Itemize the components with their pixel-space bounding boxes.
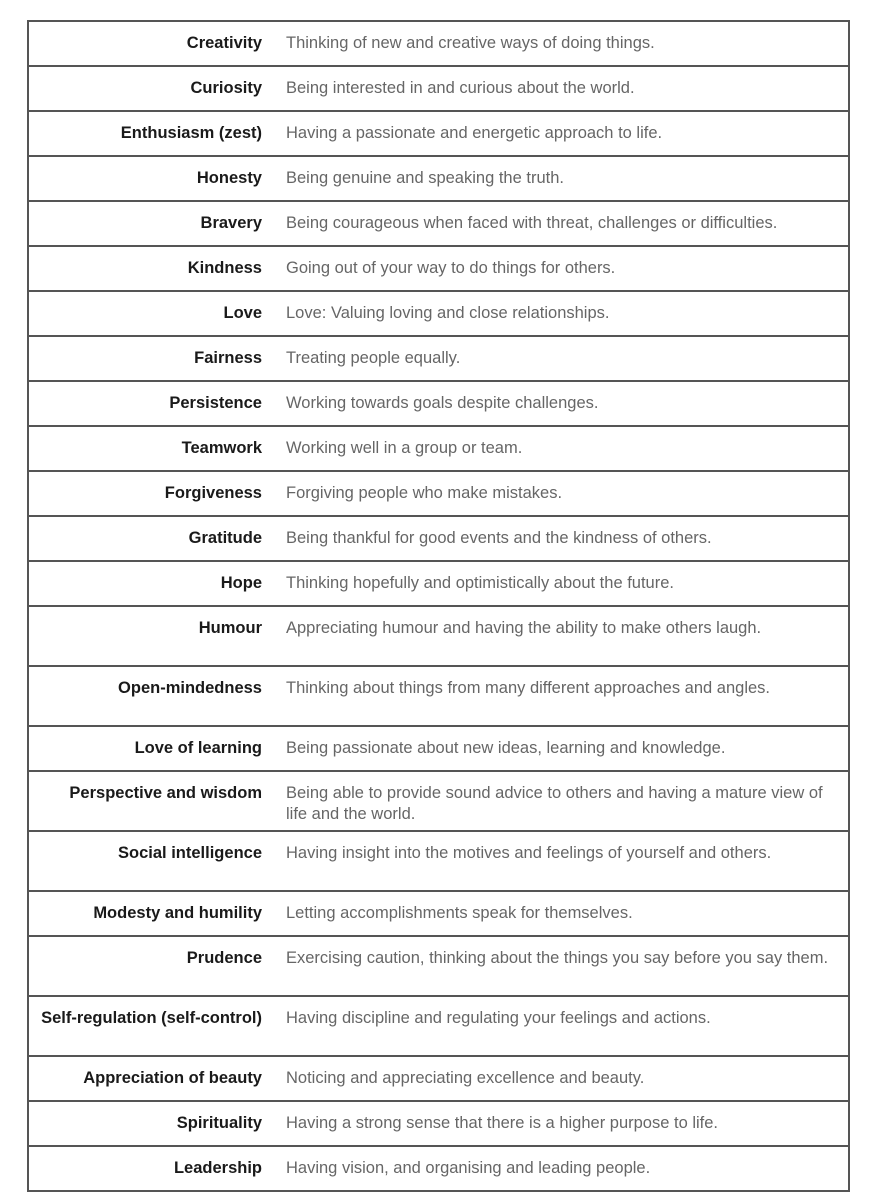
strength-name: Fairness <box>28 336 274 381</box>
strength-description: Noticing and appreciating excellence and beauty. <box>274 1056 849 1101</box>
table-row <box>28 1146 849 1191</box>
strength-name: Open-mindedness <box>28 666 274 726</box>
table-row <box>28 21 849 66</box>
table-row <box>28 831 849 891</box>
table-row <box>28 1101 849 1146</box>
strength-description: Love: Valuing loving and close relationships. <box>274 291 849 336</box>
table-row <box>28 201 849 246</box>
strength-description: Being thankful for good events and the kindness of others. <box>274 516 849 561</box>
table-row <box>28 936 849 996</box>
strength-name: Perspective and wisdom <box>28 771 274 831</box>
strength-name: Curiosity <box>28 66 274 111</box>
strength-description: Thinking about things from many different approaches and angles. <box>274 666 849 726</box>
strength-description: Having discipline and regulating your feelings and actions. <box>274 996 849 1056</box>
strength-name: Persistence <box>28 381 274 426</box>
strength-description: Being genuine and speaking the truth. <box>274 156 849 201</box>
strength-name: Kindness <box>28 246 274 291</box>
table-row <box>28 291 849 336</box>
strength-name: Gratitude <box>28 516 274 561</box>
table-row <box>28 66 849 111</box>
strength-description: Having a passionate and energetic approach to life. <box>274 111 849 156</box>
table-row <box>28 996 849 1056</box>
strength-description: Forgiving people who make mistakes. <box>274 471 849 516</box>
table-row <box>28 726 849 771</box>
table-row <box>28 111 849 156</box>
table-row <box>28 246 849 291</box>
strength-name: Honesty <box>28 156 274 201</box>
strength-name: Creativity <box>28 21 274 66</box>
strength-name: Self-regulation (self-control) <box>28 996 274 1056</box>
strength-description: Treating people equally. <box>274 336 849 381</box>
strength-description: Thinking hopefully and optimistically about the future. <box>274 561 849 606</box>
strength-name: Prudence <box>28 936 274 996</box>
strength-name: Teamwork <box>28 426 274 471</box>
strength-name: Social intelligence <box>28 831 274 891</box>
strength-description: Being passionate about new ideas, learning and knowledge. <box>274 726 849 771</box>
strength-name: Forgiveness <box>28 471 274 516</box>
strength-description: Thinking of new and creative ways of doing things. <box>274 21 849 66</box>
strength-name: Modesty and humility <box>28 891 274 936</box>
table-row <box>28 891 849 936</box>
strength-name: Humour <box>28 606 274 666</box>
strength-description: Being courageous when faced with threat, challenges or difficulties. <box>274 201 849 246</box>
table-row <box>28 516 849 561</box>
strength-description: Going out of your way to do things for others. <box>274 246 849 291</box>
strength-name: Appreciation of beauty <box>28 1056 274 1101</box>
table-row <box>28 606 849 666</box>
strength-name: Leadership <box>28 1146 274 1191</box>
table-row <box>28 381 849 426</box>
strength-name: Love of learning <box>28 726 274 771</box>
strength-name: Hope <box>28 561 274 606</box>
table-row <box>28 471 849 516</box>
character-strengths-table <box>27 20 850 1192</box>
strengths-table-body <box>28 21 849 1191</box>
strength-name: Spirituality <box>28 1101 274 1146</box>
strength-name: Love <box>28 291 274 336</box>
strength-name: Bravery <box>28 201 274 246</box>
table-row <box>28 336 849 381</box>
strength-description: Letting accomplishments speak for themselves. <box>274 891 849 936</box>
table-row <box>28 156 849 201</box>
table-row <box>28 426 849 471</box>
strength-description: Working towards goals despite challenges. <box>274 381 849 426</box>
strength-description: Exercising caution, thinking about the things you say before you say them. <box>274 936 849 996</box>
strength-description: Appreciating humour and having the ability to make others laugh. <box>274 606 849 666</box>
table-row <box>28 666 849 726</box>
strength-description: Being interested in and curious about the world. <box>274 66 849 111</box>
strength-description: Being able to provide sound advice to others and having a mature view of life and the world. <box>274 771 849 831</box>
strength-name: Enthusiasm (zest) <box>28 111 274 156</box>
strength-description: Having vision, and organising and leading people. <box>274 1146 849 1191</box>
table-row <box>28 561 849 606</box>
strength-description: Having insight into the motives and feelings of yourself and others. <box>274 831 849 891</box>
table-row <box>28 771 849 831</box>
strength-description: Having a strong sense that there is a higher purpose to life. <box>274 1101 849 1146</box>
strength-description: Working well in a group or team. <box>274 426 849 471</box>
table-row <box>28 1056 849 1101</box>
